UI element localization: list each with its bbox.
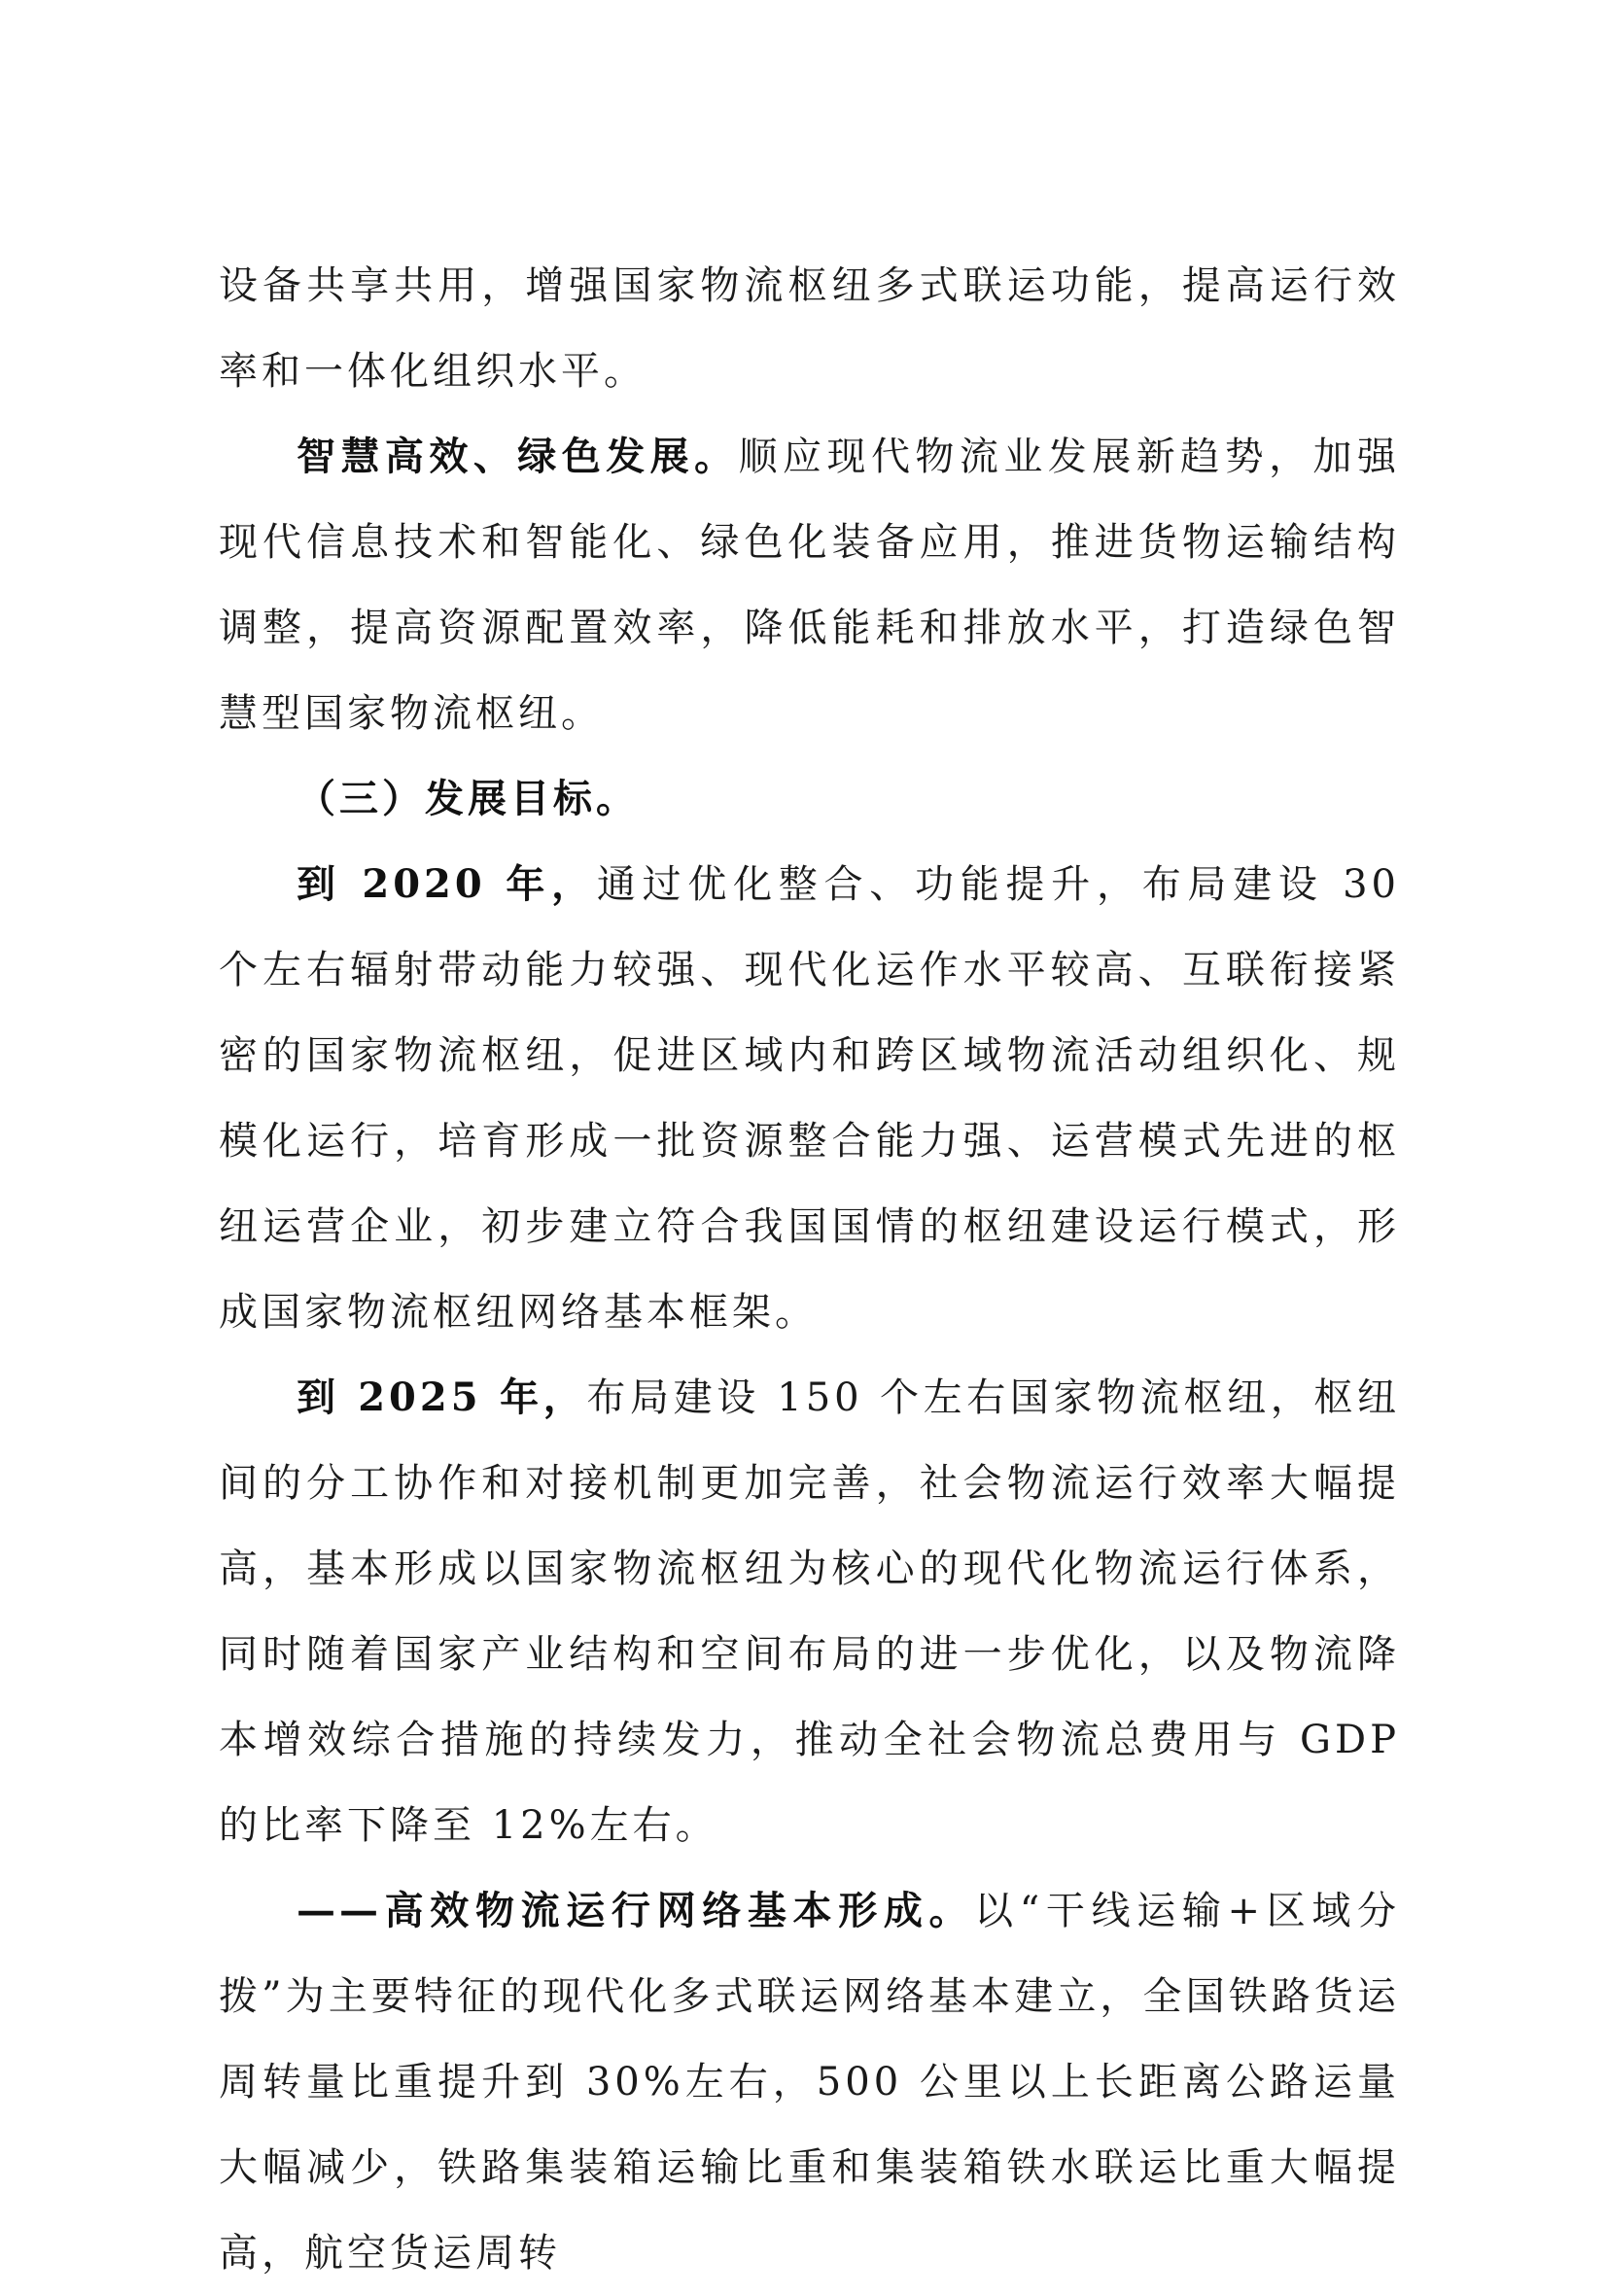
paragraph-text: 通过优化整合、功能提升，布局建设 30 个左右辐射带动能力较强、现代化运作水平较高、互联衔接紧密的国家物流枢纽，促进区域内和跨区域物流活动组织化、规模化运行，培育形成一批资源整合能力强、运营模式先进的枢纽运营企业，初步建立符合我国国情的枢纽建设运行模式，形成国家物流枢纽网络基本框架。 bbox=[219, 862, 1400, 1335]
paragraph-lead: 智慧高效、绿色发展。 bbox=[297, 434, 739, 479]
paragraph-lead: 到 2020 年， bbox=[297, 861, 597, 907]
paragraph-smart-green bbox=[219, 414, 1400, 756]
document-page bbox=[219, 243, 1400, 2296]
paragraph-goal-2025 bbox=[219, 1355, 1400, 1868]
paragraph-text: 顺应现代物流业发展新趋势，加强现代信息技术和智能化、绿色化装备应用，推进货物运输结构调整，提高资源配置效率，降低能耗和排放水平，打造绿色智慧型国家物流枢纽。 bbox=[219, 435, 1401, 736]
paragraph-text: 设备共享共用，增强国家物流枢纽多式联运功能，提高运行效率和一体化组织水平。 bbox=[219, 263, 1400, 394]
paragraph-continuation bbox=[219, 243, 1400, 414]
section-heading bbox=[219, 756, 1400, 842]
paragraph-text: 以“干线运输+区域分拨”为主要特征的现代化多式联运网络基本建立，全国铁路货运周转量比重提升到 30%左右，500 公里以上长距离公路运量大幅减少，铁路集装箱运输比重和集装箱铁水联运比重大幅提高，航空货运周转 bbox=[219, 1889, 1401, 2276]
section-heading-text: （三）发展目标。 bbox=[297, 776, 639, 821]
paragraph-lead: 到 2025 年， bbox=[297, 1374, 587, 1420]
paragraph-logistics-network bbox=[219, 1868, 1400, 2296]
paragraph-goal-2020 bbox=[219, 842, 1400, 1355]
paragraph-text: 布局建设 150 个左右国家物流枢纽，枢纽间的分工协作和对接机制更加完善，社会物流运行效率大幅提高，基本形成以国家物流枢纽为核心的现代化物流运行体系，同时随着国家产业结构和空间布局的进一步优化，以及物流降本增效综合措施的持续发力，推动全社会物流总费用与 GDP 的比率下降至 12%左右。 bbox=[219, 1375, 1400, 1848]
paragraph-lead: ——高效物流运行网络基本形成。 bbox=[297, 1888, 975, 1933]
